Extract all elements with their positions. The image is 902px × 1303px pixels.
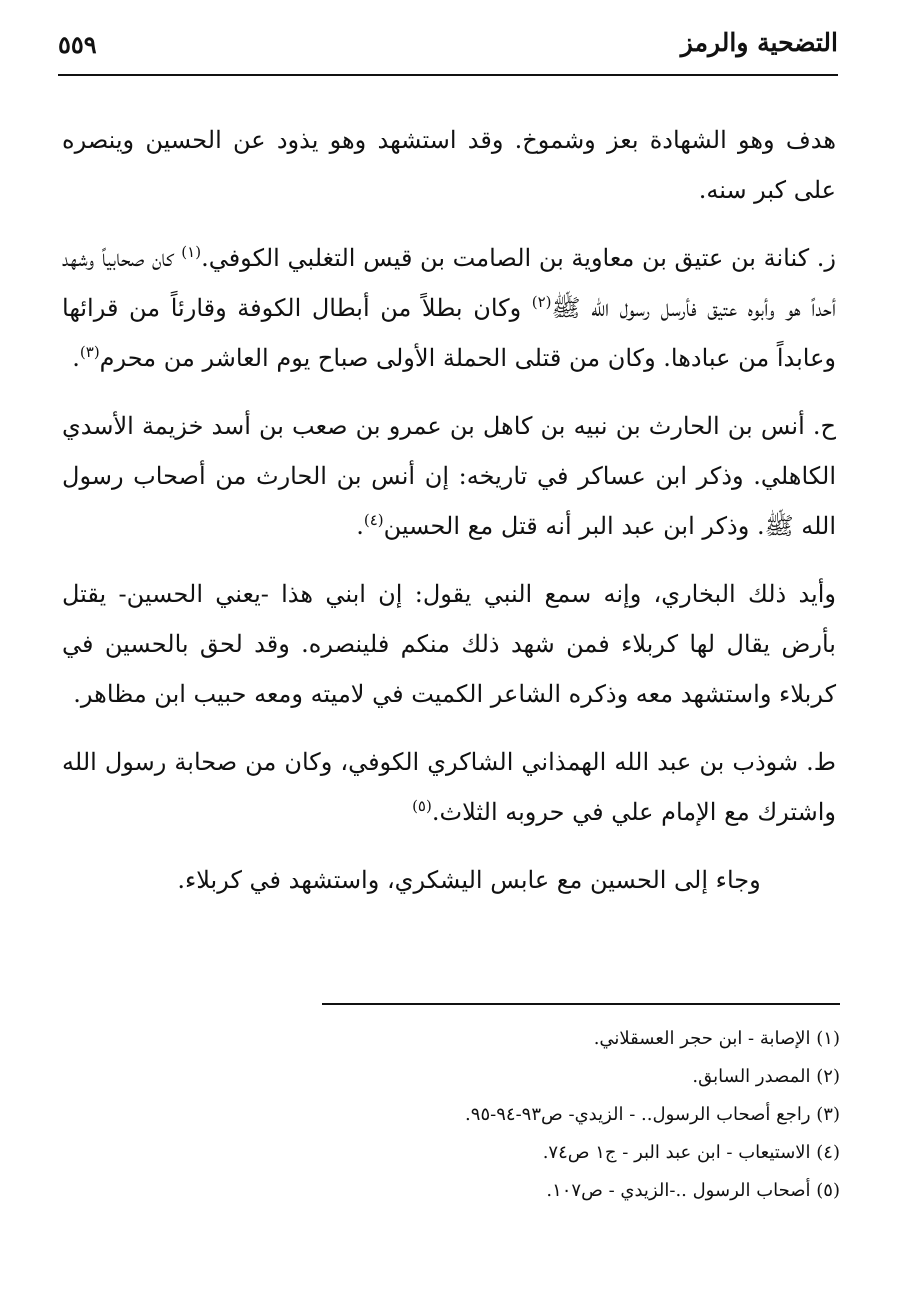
paragraph	[62, 737, 836, 837]
footnote-marker: (٤)	[363, 511, 384, 529]
footnote-marker: (١)	[181, 243, 202, 261]
paragraph-text: ز. كنانة بن عتيق بن معاوية بن الصامت بن قيس التغلبي الكوفي.	[201, 244, 836, 272]
main-text	[62, 115, 836, 905]
footnote-marker: (٥)	[412, 797, 432, 815]
footnote: (٢) المصدر السابق.	[692, 1066, 840, 1087]
paragraph	[62, 401, 836, 551]
paragraph-text: وكان بطلاً من أبطال الكوفة وقارئاً من قرائها وعابداً من عبادها. وكان من قتلى الحملة الأولى صباح يوم العاشر من محرم	[62, 294, 836, 372]
footnote-divider	[322, 1003, 840, 1005]
paragraph	[62, 233, 836, 383]
paragraph-text: هدف وهو الشهادة بعز وشموخ. وقد استشهد وهو يذود عن الحسين وينصره على كبر سنه.	[62, 126, 836, 204]
page-number: ٥٥٩	[58, 30, 97, 59]
footnote: (١) الإصابة - ابن حجر العسقلاني.	[593, 1028, 840, 1049]
footnote: (٣) راجع أصحاب الرسول.. - الزيدي- ص٩٣-٩٤-٩٥.	[465, 1104, 840, 1125]
paragraph	[62, 569, 836, 719]
paragraph	[62, 115, 836, 215]
footnote-marker: (٢)	[531, 293, 552, 311]
footnotes	[200, 1020, 840, 1210]
footnote-marker: (٣)	[79, 343, 100, 361]
paragraph-text: .	[72, 344, 80, 372]
paragraph-text: وأيد ذلك البخاري، وإنه سمع النبي يقول: إن ابني هذا -يعني الحسين- يقتل بأرض يقال لها كربلاء فمن شهد ذلك منكم فلينصره. وقد لحق بالحسين في كربلاء واستشهد معه وذكره الشاعر الكميت في لاميته ومعه حبيب ابن مظاهر.	[62, 580, 836, 708]
paragraph-text: وجاء إلى الحسين مع عابس اليشكري، واستشهد في كربلاء.	[177, 866, 761, 894]
paragraph-text: ح. أنس بن الحارث بن نبيه بن كاهل بن عمرو بن صعب بن أسد خزيمة الأسدي الكاهلي. وذكر ابن عساكر في تاريخه: إن أنس بن الحارث من أصحاب رسول الله ﷺ. وذكر ابن عبد البر أنه قتل مع الحسين	[62, 412, 836, 540]
paragraph-text: ط. شوذب بن عبد الله الهمذاني الشاكري الكوفي، وكان من صحابة رسول الله واشترك مع الإمام علي في حروبه الثلاث.	[62, 748, 836, 826]
paragraph	[62, 855, 836, 905]
paragraph-text: .	[356, 512, 364, 540]
running-header	[58, 28, 838, 74]
header-divider	[58, 74, 838, 76]
footnote: (٥) أصحاب الرسول ..-الزيدي - ص١٠٧.	[546, 1180, 840, 1201]
header-title: التضحية والرمز	[680, 28, 838, 57]
footnote: (٤) الاستيعاب - ابن عبد البر - ج١ ص٧٤.	[542, 1142, 840, 1163]
paragraph-text: كان صحابياً وشهد أحداً هو وأبوه عتيق فأرسل رسول الله ﷺ	[62, 244, 836, 322]
